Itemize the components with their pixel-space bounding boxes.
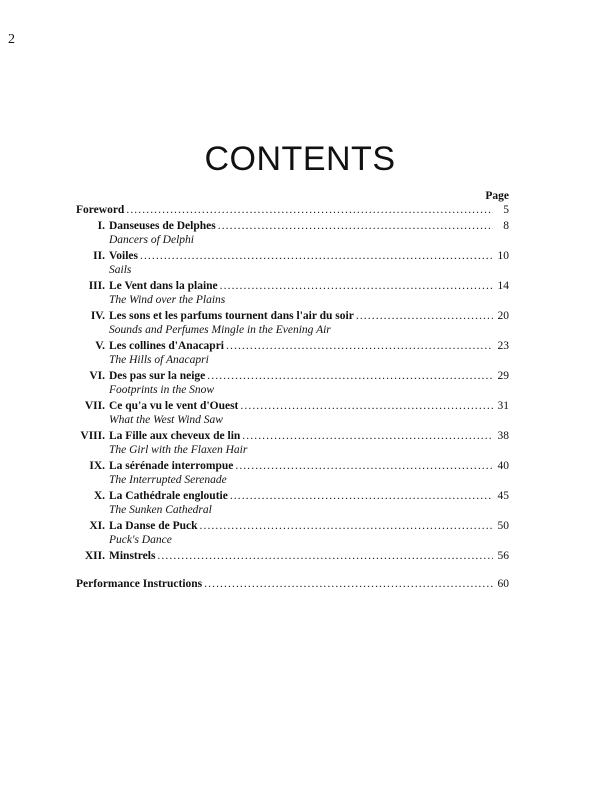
toc-subtitle: Footprints in the Snow (109, 384, 215, 396)
page-column-header: Page (485, 190, 509, 202)
toc-title: Minstrels (109, 550, 156, 562)
toc-entry[interactable] (76, 430, 509, 460)
dot-leader (126, 204, 493, 216)
toc-page: 40 (497, 460, 509, 472)
toc-title: Voiles (109, 250, 138, 262)
toc-title: Foreword (76, 204, 125, 216)
toc-entry[interactable] (76, 550, 509, 566)
dot-leader (218, 220, 493, 232)
toc-page: 60 (497, 578, 509, 590)
toc-entry[interactable] (76, 250, 509, 280)
toc-entry[interactable] (76, 310, 509, 340)
toc-subtitle: The Interrupted Serenade (109, 474, 227, 486)
dot-leader (242, 430, 493, 442)
dot-leader (230, 490, 493, 502)
toc-numeral: VII. (84, 400, 105, 412)
toc-page: 56 (497, 550, 509, 562)
toc-page: 50 (497, 520, 509, 532)
toc-subtitle: The Sunken Cathedral (109, 504, 212, 516)
toc-entry[interactable] (76, 400, 509, 430)
page-number: 2 (8, 32, 15, 47)
toc-numeral: VIII. (80, 430, 105, 442)
toc-subtitle: Dancers of Delphi (109, 234, 194, 246)
toc-title: La sérénade interrompue (109, 460, 234, 472)
toc-entry[interactable] (76, 220, 509, 250)
toc-subtitle: Puck's Dance (109, 534, 172, 546)
toc-page: 45 (497, 490, 509, 502)
dot-leader (356, 310, 493, 322)
toc-entry[interactable] (76, 520, 509, 550)
toc-numeral: I. (97, 220, 105, 232)
dot-leader (240, 400, 493, 412)
toc-entry-performance-instructions[interactable] (76, 578, 509, 594)
toc-subtitle: The Wind over the Plains (109, 294, 226, 306)
toc-entry[interactable] (76, 340, 509, 370)
toc-title: Ce qu'a vu le vent d'Ouest (109, 400, 239, 412)
toc-page: 5 (503, 204, 509, 216)
toc-numeral: VI. (89, 370, 105, 382)
toc-title: Les collines d'Anacapri (109, 340, 225, 352)
toc-entry-foreword[interactable] (76, 204, 509, 220)
toc-entry[interactable] (76, 460, 509, 490)
toc-numeral: IV. (90, 310, 105, 322)
toc-title: Des pas sur la neige (109, 370, 206, 382)
toc-title: La Fille aux cheveux de lin (109, 430, 241, 442)
toc-page: 10 (497, 250, 509, 262)
dot-leader (207, 370, 493, 382)
toc-title: Danseuses de Delphes (109, 220, 216, 232)
toc-numeral: IX. (89, 460, 105, 472)
toc-page: 31 (497, 400, 509, 412)
section-gap (76, 566, 509, 578)
toc-numeral: X. (93, 490, 105, 502)
dot-leader (226, 340, 493, 352)
toc-numeral: XII. (84, 550, 105, 562)
toc-entry[interactable] (76, 280, 509, 310)
toc-subtitle: Sounds and Perfumes Mingle in the Evening Air (109, 324, 331, 336)
dot-leader (157, 550, 493, 562)
toc-subtitle: What the West Wind Saw (109, 414, 223, 426)
toc-page: 23 (497, 340, 509, 352)
toc-numeral: XI. (89, 520, 105, 532)
toc-subtitle: The Hills of Anacapri (109, 354, 209, 366)
dot-leader (204, 578, 493, 590)
toc-title: Les sons et les parfums tournent dans l'air du soir (109, 310, 354, 322)
dot-leader (140, 250, 493, 262)
toc-title: Le Vent dans la plaine (109, 280, 218, 292)
toc-subtitle: Sails (109, 264, 132, 276)
toc-numeral: II. (93, 250, 105, 262)
toc-entry[interactable] (76, 490, 509, 520)
dot-leader (235, 460, 493, 472)
toc-page: 8 (503, 220, 509, 232)
toc-page: 14 (497, 280, 509, 292)
toc-title: La Cathédrale engloutie (109, 490, 228, 502)
toc-title: La Danse de Puck (109, 520, 198, 532)
toc-title: Performance Instructions (76, 578, 203, 590)
toc-page: 29 (497, 370, 509, 382)
toc-entry[interactable] (76, 370, 509, 400)
dot-leader (220, 280, 493, 292)
toc-page: 38 (497, 430, 509, 442)
toc-numeral: V. (95, 340, 105, 352)
toc-page: 20 (497, 310, 509, 322)
page-title: CONTENTS (204, 140, 396, 178)
toc-subtitle: The Girl with the Flaxen Hair (109, 444, 248, 456)
table-of-contents (76, 204, 509, 594)
dot-leader (200, 520, 494, 532)
toc-numeral: III. (88, 280, 105, 292)
